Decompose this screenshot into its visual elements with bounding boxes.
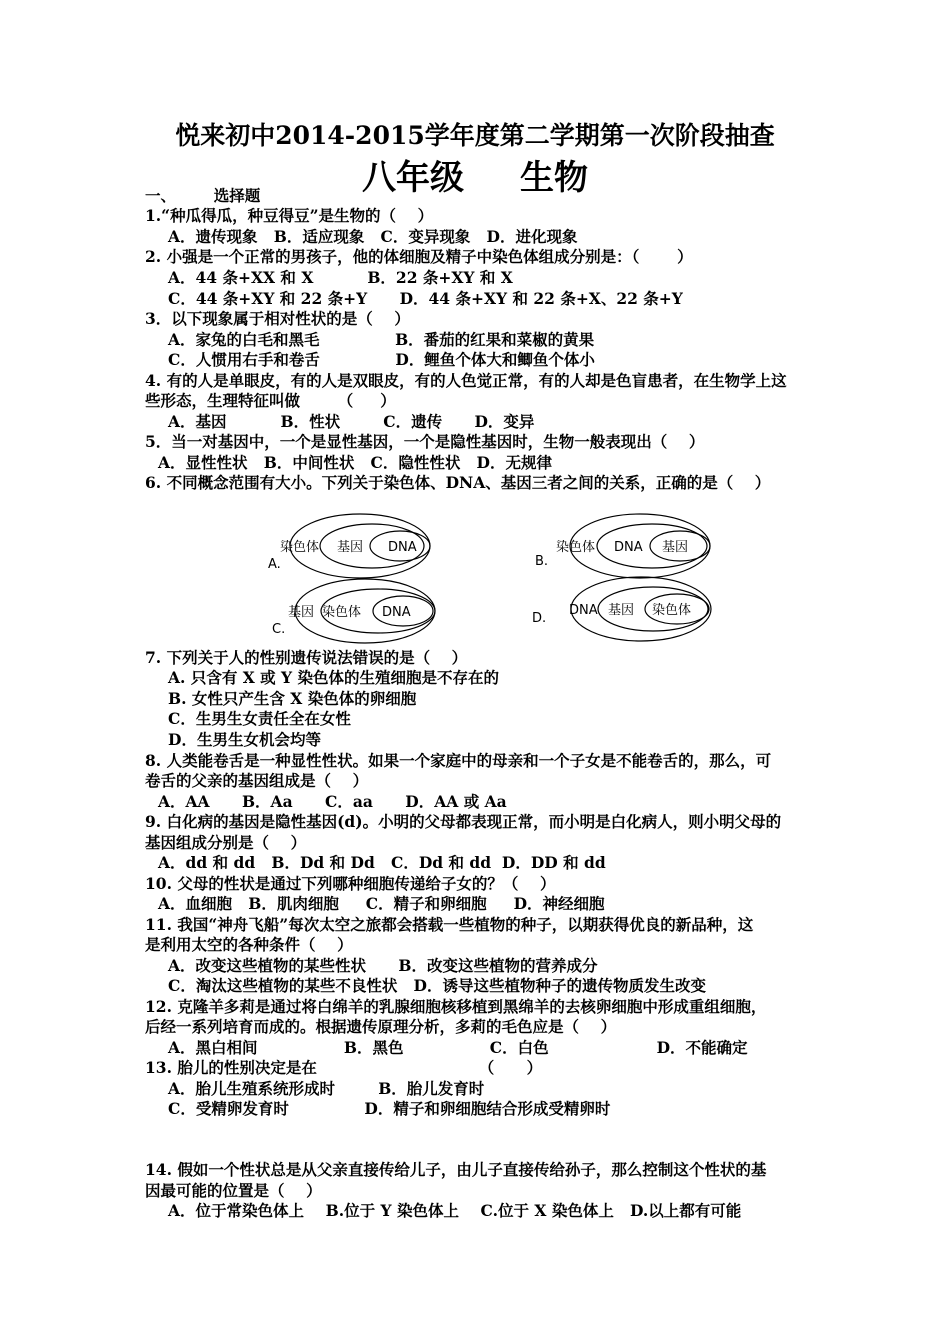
option-line: A．显性性状 B．中间性状 C．隐性性状 D．无规律	[158, 453, 552, 472]
venn-option-c	[272, 579, 435, 643]
subject-label: 生物	[520, 158, 588, 198]
option-line: A．位于常染色体上 B.位于 Y 染色体上 C.位于 X 染色体上 D.以上都有可能	[168, 1201, 742, 1220]
question-line: 1.“种瓜得瓜，种豆得豆”是生物的（ ）	[145, 206, 434, 225]
option-line: A．AA B．Aa C．aa D．AA 或 Aa	[158, 792, 507, 811]
option-line: A．dd 和 dd B．Dd 和 Dd C．Dd 和 dd D．DD 和 dd	[158, 853, 606, 872]
venn-c-outer-text: 基因	[288, 605, 315, 620]
option-line: A．血细胞 B．肌肉细胞 C．精子和卵细胞 D．神经细胞	[158, 894, 605, 913]
venn-c-middle-text: 染色体	[322, 605, 362, 620]
question-line: 11. 我国“神舟飞船”每次太空之旅都会搭载一些植物的种子，以期获得优良的新品种，这	[145, 915, 754, 934]
question-line: 2. 小强是一个正常的男孩子，他的体细胞及精子中染色体组成分别是：（ ）	[145, 247, 693, 266]
option-line: A．改变这些植物的某些性状 B．改变这些植物的营养成分	[168, 956, 598, 975]
option-line: A．胎儿生殖系统形成时 B．胎儿发育时	[168, 1079, 485, 1098]
venn-d-middle-text: 基因	[608, 603, 635, 618]
grade-label: 八年级	[362, 158, 464, 198]
question-line: 7. 下列关于人的性别遗传说法错误的是（ ）	[145, 648, 468, 667]
question-line: 5．当一对基因中，一个是显性基因，一个是隐性基因时，生物一般表现出（ ）	[145, 432, 705, 451]
question-line: 些形态，生理特征叫做 （ ）	[145, 391, 396, 410]
venn-option-d	[532, 577, 711, 641]
venn-b-middle-text: DNA	[614, 540, 643, 555]
venn-a-label: A.	[268, 557, 281, 572]
question-line: 3．以下现象属于相对性状的是（ ）	[145, 309, 410, 328]
option-line: C．44 条+XY 和 22 条+Y D．44 条+XY 和 22 条+X、22 条+Y	[168, 289, 683, 308]
question-line: 因最可能的位置是（ ）	[145, 1181, 322, 1200]
question-line: 是利用太空的各种条件（ ）	[145, 935, 353, 954]
option-line: A．家兔的白毛和黑毛 B．番茄的红果和菜椒的黄果	[168, 330, 595, 349]
option-line: A．44 条+XX 和 X B．22 条+XY 和 X	[168, 268, 513, 287]
question-line: 卷舌的父亲的基因组成是（ ）	[145, 771, 369, 790]
option-line: C．受精卵发育时 D．精子和卵细胞结合形成受精卵时	[168, 1099, 611, 1118]
option-line: A. 只含有 X 或 Y 染色体的生殖细胞是不存在的	[168, 668, 499, 687]
question-line: 13. 胎儿的性别决定是在 （ ）	[145, 1058, 543, 1077]
question-line: 10. 父母的性状是通过下列哪种细胞传递给子女的？（ ）	[145, 874, 556, 893]
question-line: 6. 不同概念范围有大小。下列关于染色体、DNA、基因三者之间的关系，正确的是（ ）	[145, 473, 771, 492]
exam-title: 悦来初中2014-2015学年度第二学期第一次阶段抽查	[175, 121, 775, 150]
question-line: 9. 白化病的基因是隐性基因(d)。小明的父母都表现正常，而小明是白化病人，则小明父母的	[145, 812, 782, 831]
option-line: C．人惯用右手和卷舌 D．鲤鱼个体大和鲫鱼个体小	[168, 350, 595, 369]
venn-option-a	[268, 514, 430, 578]
venn-a-middle-text: 基因	[337, 540, 364, 555]
venn-b-outer-text: 染色体	[556, 540, 596, 555]
venn-c-inner-text: DNA	[382, 605, 411, 620]
question-line: 8. 人类能卷舌是一种显性性状。如果一个家庭中的母亲和一个子女是不能卷舌的，那么，可	[145, 751, 772, 770]
question-line: 14. 假如一个性状总是从父亲直接传给儿子，由儿子直接传给孙子，那么控制这个性状的基	[145, 1160, 767, 1179]
question-line: 4. 有的人是单眼皮，有的人是双眼皮，有的人色觉正常，有的人却是色盲患者，在生物学上这	[145, 371, 787, 390]
venn-b-inner-text: 基因	[662, 540, 689, 555]
venn-d-outer-text: DNA	[569, 603, 598, 618]
option-line: D．生男生女机会均等	[168, 730, 321, 749]
venn-c-label: C.	[272, 622, 286, 637]
venn-a-inner-text: DNA	[388, 540, 417, 555]
option-line: A．黑白相间 B．黑色 C．白色 D．不能确定	[168, 1038, 748, 1057]
venn-c-outer	[295, 579, 435, 643]
section-heading: 一、 选择题	[145, 186, 261, 205]
option-line: B. 女性只产生含 X 染色体的卵细胞	[168, 689, 417, 708]
venn-a-outer-text: 染色体	[280, 540, 320, 555]
venn-option-b	[535, 514, 710, 578]
option-line: C．生男生女责任全在女性	[168, 709, 351, 728]
option-line: C．淘汰这些植物的某些不良性状 D．诱导这些植物种子的遗传物质发生改变	[168, 976, 706, 995]
question-line: 后经一系列培育而成的。根据遗传原理分析，多莉的毛色应是（ ）	[145, 1017, 617, 1036]
venn-d-inner-text: 染色体	[652, 603, 692, 618]
option-line: A．遗传现象 B．适应现象 C．变异现象 D．进化现象	[168, 227, 578, 246]
venn-b-label: B.	[535, 554, 549, 569]
question-line: 基因组成分别是（ ）	[145, 833, 307, 852]
question-line: 12. 克隆羊多莉是通过将白绵羊的乳腺细胞核移植到黑绵羊的去核卵细胞中形成重组细胞，	[145, 997, 767, 1016]
venn-d-label: D.	[532, 611, 547, 626]
option-line: A．基因 B．性状 C．遗传 D．变异	[168, 412, 535, 431]
